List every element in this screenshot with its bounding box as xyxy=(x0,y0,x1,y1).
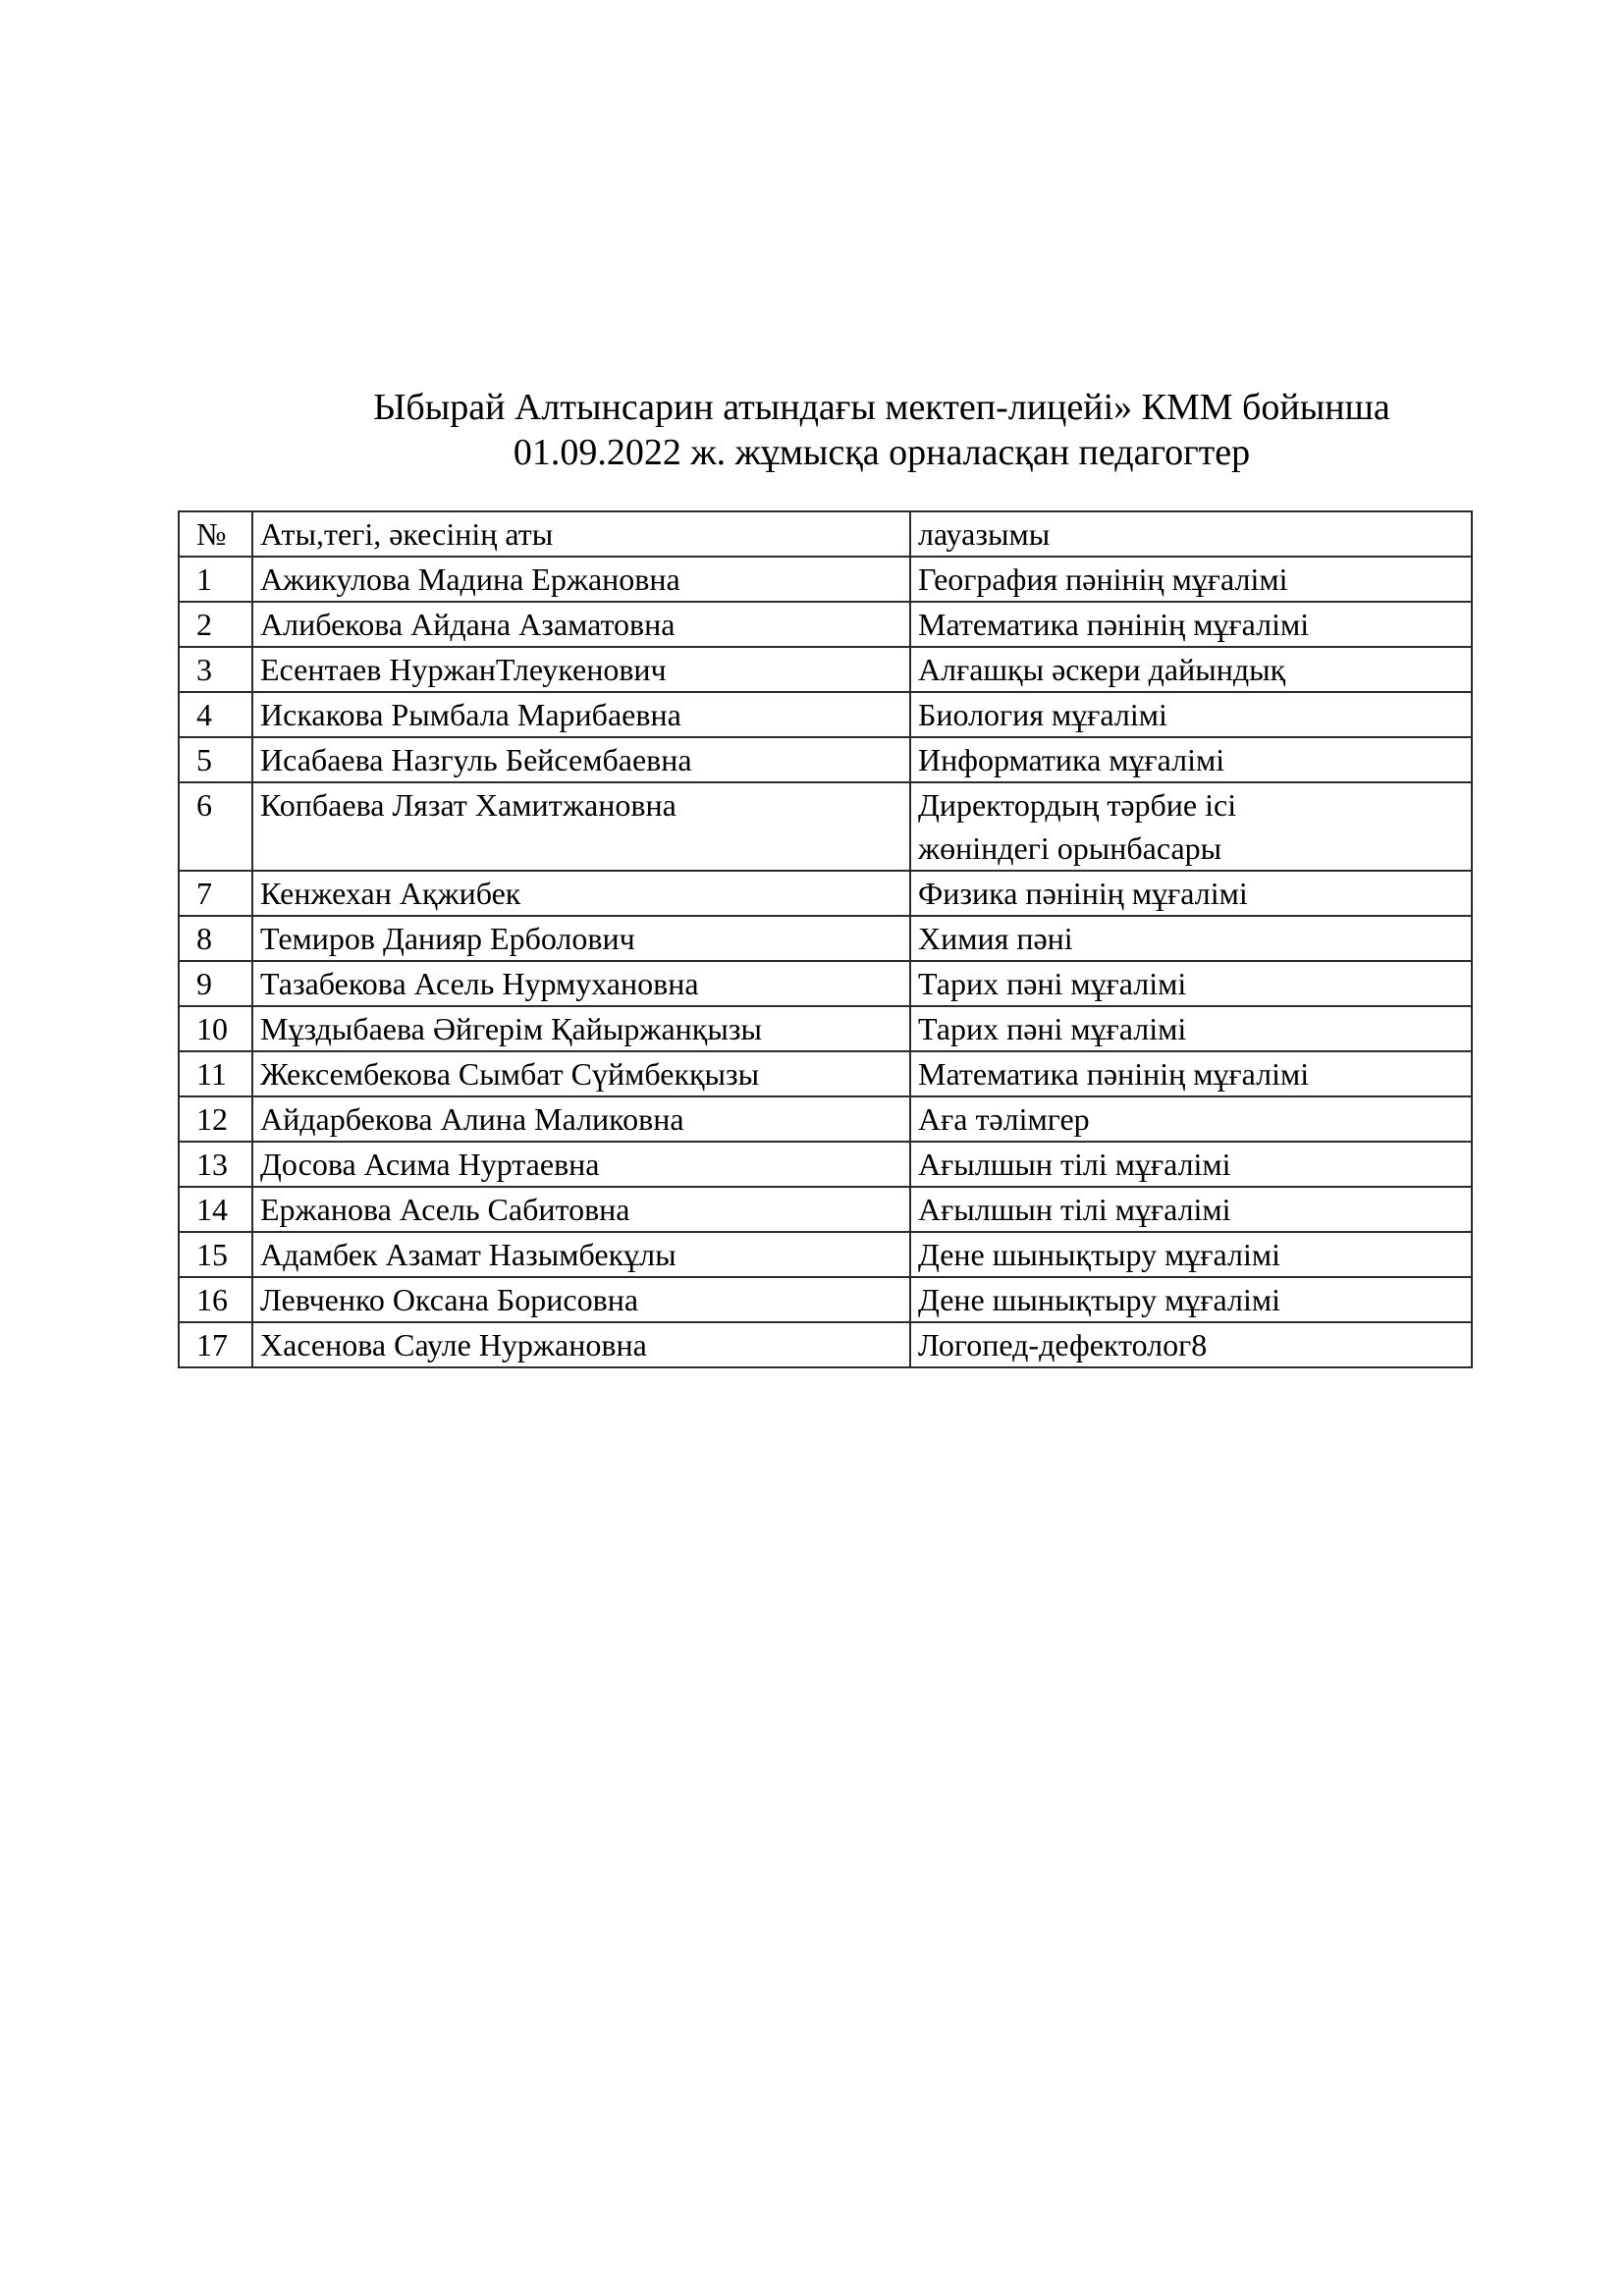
row-number: 2 xyxy=(179,602,252,647)
row-number: 14 xyxy=(179,1187,252,1232)
row-number: 1 xyxy=(179,557,252,602)
row-number: 17 xyxy=(179,1322,252,1367)
table-header-row xyxy=(179,511,1472,557)
row-name: Айдарбекова Алина Маликовна xyxy=(252,1096,910,1142)
row-position: Логопед-дефектолог8 xyxy=(910,1322,1472,1367)
row-number: 9 xyxy=(179,961,252,1006)
table-row xyxy=(179,1142,1472,1187)
row-name: Левченко Оксана Борисовна xyxy=(252,1277,910,1322)
table-row xyxy=(179,737,1472,782)
row-number: 6 xyxy=(179,782,252,871)
row-position: Дене шынықтыру мұғалімі xyxy=(910,1277,1472,1322)
row-position: Биология мұғалімі xyxy=(910,692,1472,737)
header-position: лауазымы xyxy=(910,511,1472,557)
row-name: Адамбек Азамат Назымбекұлы xyxy=(252,1232,910,1277)
row-number: 8 xyxy=(179,916,252,961)
table-row xyxy=(179,1096,1472,1142)
table-row xyxy=(179,1277,1472,1322)
row-number: 10 xyxy=(179,1006,252,1051)
header-number: № xyxy=(179,511,252,557)
row-number: 7 xyxy=(179,871,252,916)
table-row xyxy=(179,782,1472,871)
table-row xyxy=(179,1187,1472,1232)
header-name: Аты,тегі, әкесінің аты xyxy=(252,511,910,557)
row-name: Досова Асима Нуртаевна xyxy=(252,1142,910,1187)
row-position: Ағылшын тілі мұғалімі xyxy=(910,1142,1472,1187)
table-row xyxy=(179,1006,1472,1051)
row-name: Исабаева Назгуль Бейсембаевна xyxy=(252,737,910,782)
row-number: 5 xyxy=(179,737,252,782)
row-position: География пәнінің мұғалімі xyxy=(910,557,1472,602)
table-row xyxy=(179,916,1472,961)
row-position: Дене шынықтыру мұғалімі xyxy=(910,1232,1472,1277)
row-position: Аға тәлімгер xyxy=(910,1096,1472,1142)
row-number: 12 xyxy=(179,1096,252,1142)
title-line-2: 01.09.2022 ж. жұмысқа орналасқан педагогтер xyxy=(513,432,1251,473)
row-number: 11 xyxy=(179,1051,252,1096)
row-name: Искакова Рымбала Марибаевна xyxy=(252,692,910,737)
row-position: Тарих пәні мұғалімі xyxy=(910,961,1472,1006)
row-position-line-1: Директордың тәрбие ісі xyxy=(918,787,1237,823)
row-position: Математика пәнінің мұғалімі xyxy=(910,1051,1472,1096)
row-name: Жексембекова Сымбат Сүймбекқызы xyxy=(252,1051,910,1096)
row-position: Тарих пәні мұғалімі xyxy=(910,1006,1472,1051)
row-number: 4 xyxy=(179,692,252,737)
row-position: Алғашқы әскери дайындық xyxy=(910,647,1472,692)
row-position xyxy=(910,782,1472,871)
row-name: Ажикулова Мадина Ержановна xyxy=(252,557,910,602)
title-line-1: Ыбырай Алтынсарин атындағы мектеп-лицейі» КММ бойынша xyxy=(373,387,1390,428)
row-number: 15 xyxy=(179,1232,252,1277)
table-row xyxy=(179,961,1472,1006)
row-name: Копбаева Лязат Хамитжановна xyxy=(252,782,910,871)
row-name: Тазабекова Асель Нурмухановна xyxy=(252,961,910,1006)
table-row xyxy=(179,1322,1472,1367)
document-title xyxy=(334,385,1430,475)
row-number: 3 xyxy=(179,647,252,692)
row-position: Ағылшын тілі мұғалімі xyxy=(910,1187,1472,1232)
row-number: 16 xyxy=(179,1277,252,1322)
row-number: 13 xyxy=(179,1142,252,1187)
row-position: Химия пәні xyxy=(910,916,1472,961)
table-row xyxy=(179,1232,1472,1277)
table-row xyxy=(179,1051,1472,1096)
row-name: Ержанова Асель Сабитовна xyxy=(252,1187,910,1232)
row-name: Есентаев НуржанТлеукенович xyxy=(252,647,910,692)
row-position: Математика пәнінің мұғалімі xyxy=(910,602,1472,647)
row-name: Мұздыбаева Әйгерім Қайыржанқызы xyxy=(252,1006,910,1051)
row-position-line-2: жөніндегі орынбасары xyxy=(918,830,1222,866)
row-name: Кенжехан Ақжибек xyxy=(252,871,910,916)
table-row xyxy=(179,692,1472,737)
table-row xyxy=(179,557,1472,602)
table-row xyxy=(179,871,1472,916)
table-row xyxy=(179,602,1472,647)
row-name: Темиров Данияр Ерболович xyxy=(252,916,910,961)
row-position: Физика пәнінің мұғалімі xyxy=(910,871,1472,916)
row-name: Алибекова Айдана Азаматовна xyxy=(252,602,910,647)
staff-table xyxy=(178,510,1473,1368)
row-name: Хасенова Сауле Нуржановна xyxy=(252,1322,910,1367)
row-position: Информатика мұғалімі xyxy=(910,737,1472,782)
table-row xyxy=(179,647,1472,692)
